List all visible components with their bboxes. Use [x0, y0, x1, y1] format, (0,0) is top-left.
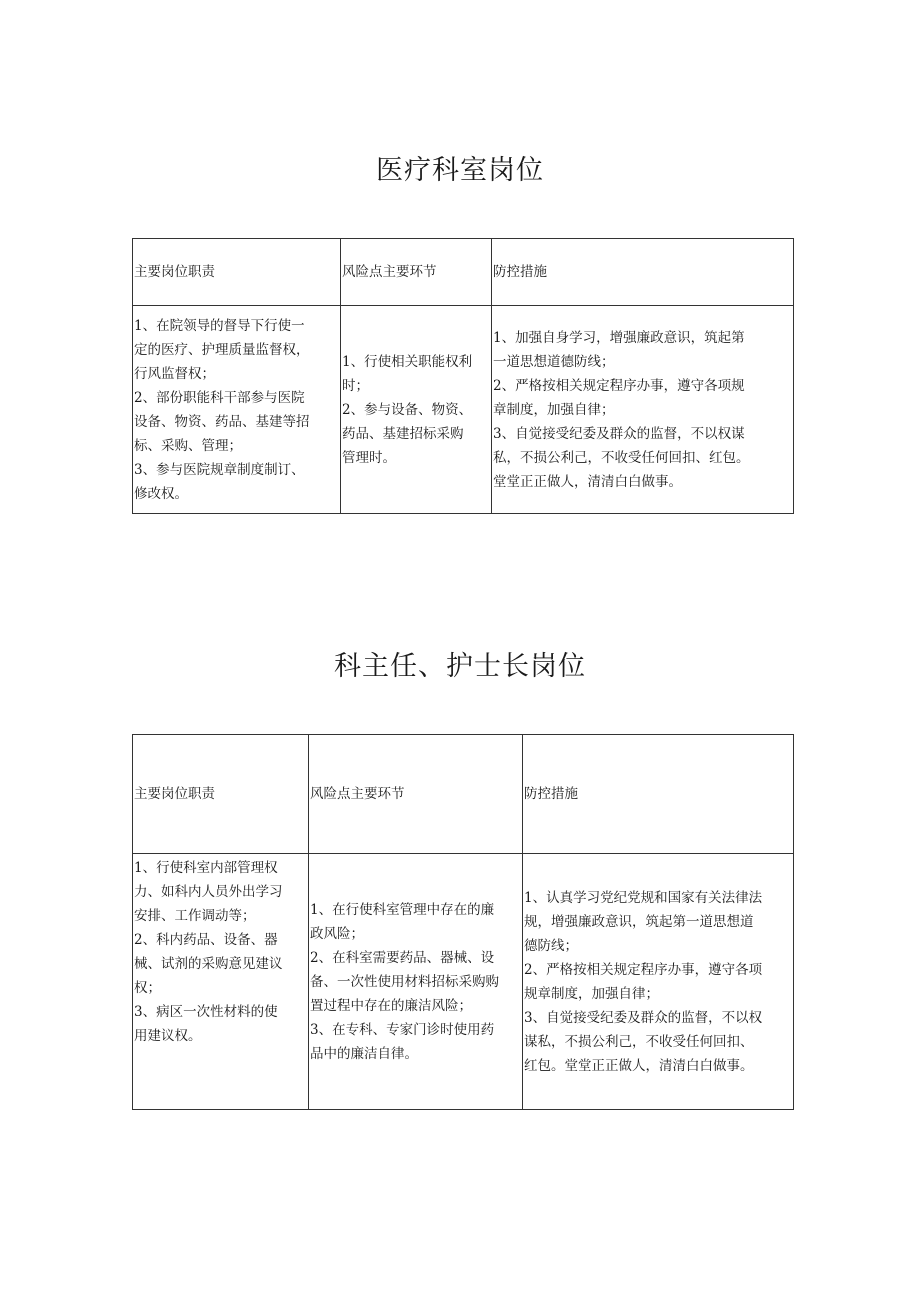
- table-row: [133, 854, 794, 1110]
- duty-line: 2、科内药品、设备、器: [134, 932, 278, 948]
- risks-cell: [309, 854, 523, 1110]
- header-risks: 风险点主要环节: [341, 239, 492, 306]
- duty-line: 3、病区一次性材料的使: [134, 1004, 278, 1020]
- duty-line: 力、如科内人员外出学习: [134, 884, 283, 900]
- measures-cell: [523, 854, 794, 1110]
- risk-line: 1、在行使科室管理中存在的廉: [310, 901, 495, 918]
- section-title-medical-dept: 医疗科室岗位: [376, 155, 544, 186]
- header-risks: 风险点主要环节: [309, 735, 523, 854]
- measure-line: 一道思想道德防线；: [493, 353, 615, 370]
- risk-line: 时；: [342, 377, 369, 394]
- risk-line: 政风险；: [310, 925, 364, 942]
- measure-line: 谋私，不损公利己，不收受任何回扣、: [524, 1033, 754, 1050]
- duty-line: 权；: [134, 980, 161, 996]
- duty-line: 修改权。: [134, 485, 188, 502]
- risk-line: 2、在科室需要药品、器械、设: [310, 949, 495, 966]
- section-title-director-head-nurse: 科主任、护士长岗位: [334, 651, 586, 682]
- risk-line: 备、一次性使用材料招标采购购: [310, 973, 499, 990]
- risk-line: 药品、基建招标采购: [342, 425, 464, 442]
- duties-cell: [133, 854, 309, 1110]
- measure-line: 3、自觉接受纪委及群众的监督，不以权谋: [493, 425, 745, 442]
- header-duties: 主要岗位职责: [133, 239, 341, 306]
- duties-cell: [133, 306, 341, 514]
- risks-cell: [341, 306, 492, 514]
- header-duties: 主要岗位职责: [133, 735, 309, 854]
- medical-dept-table: [132, 238, 794, 514]
- header-measures: 防控措施: [492, 239, 794, 306]
- table-header-row: [133, 239, 794, 306]
- duty-line: 安排、工作调动等；: [134, 908, 256, 924]
- duty-line: 1、行使科室内部管理权: [134, 860, 278, 876]
- measure-line: 章制度，加强自律；: [493, 401, 615, 418]
- risk-line: 品中的廉洁自律。: [310, 1045, 418, 1062]
- risk-line: 管理时。: [342, 449, 396, 466]
- measure-line: 红包。堂堂正正做人，清清白白做事。: [524, 1057, 754, 1074]
- measure-line: 堂堂正正做人，清清白白做事。: [493, 473, 682, 490]
- duty-line: 3、参与医院规章制度制订、: [134, 461, 305, 478]
- measures-cell: [492, 306, 794, 514]
- measure-line: 私，不损公利己，不收受任何回扣、红包。: [493, 449, 750, 466]
- duty-line: 械、试剂的采购意见建议: [134, 956, 283, 972]
- measure-line: 1、加强自身学习，增强廉政意识，筑起第: [493, 329, 745, 346]
- header-measures: 防控措施: [523, 735, 794, 854]
- measure-line: 2、严格按相关规定程序办事，遵守各项规: [493, 377, 745, 394]
- measure-line: 2、严格按相关规定程序办事，遵守各项: [524, 961, 763, 978]
- director-head-nurse-table: [132, 734, 794, 1110]
- duty-line: 定的医疗、护理质量监督权，: [134, 341, 310, 358]
- risk-line: 2、参与设备、物资、: [342, 401, 473, 418]
- duty-line: 2、部份职能科干部参与医院: [134, 389, 305, 406]
- duty-line: 行风监督权；: [134, 365, 215, 382]
- risk-line: 置过程中存在的廉洁风险；: [310, 997, 472, 1014]
- table-header-row: [133, 735, 794, 854]
- measure-line: 1、认真学习党纪党规和国家有关法律法: [524, 889, 763, 906]
- table-row: [133, 306, 794, 514]
- measure-line: 规，增强廉政意识，筑起第一道思想道: [524, 913, 754, 930]
- duty-line: 标、采购、管理；: [134, 437, 242, 454]
- risk-line: 1、行使相关职能权利: [342, 353, 473, 370]
- duty-line: 1、在院领导的督导下行使一: [134, 317, 305, 334]
- duty-line: 用建议权。: [134, 1028, 202, 1044]
- measure-line: 规章制度，加强自律；: [524, 985, 659, 1002]
- measure-line: 德防线；: [524, 937, 578, 954]
- duty-line: 设备、物资、药品、基建等招: [134, 413, 310, 430]
- measure-line: 3、自觉接受纪委及群众的监督，不以权: [524, 1009, 763, 1026]
- risk-line: 3、在专科、专家门诊时使用药: [310, 1021, 495, 1038]
